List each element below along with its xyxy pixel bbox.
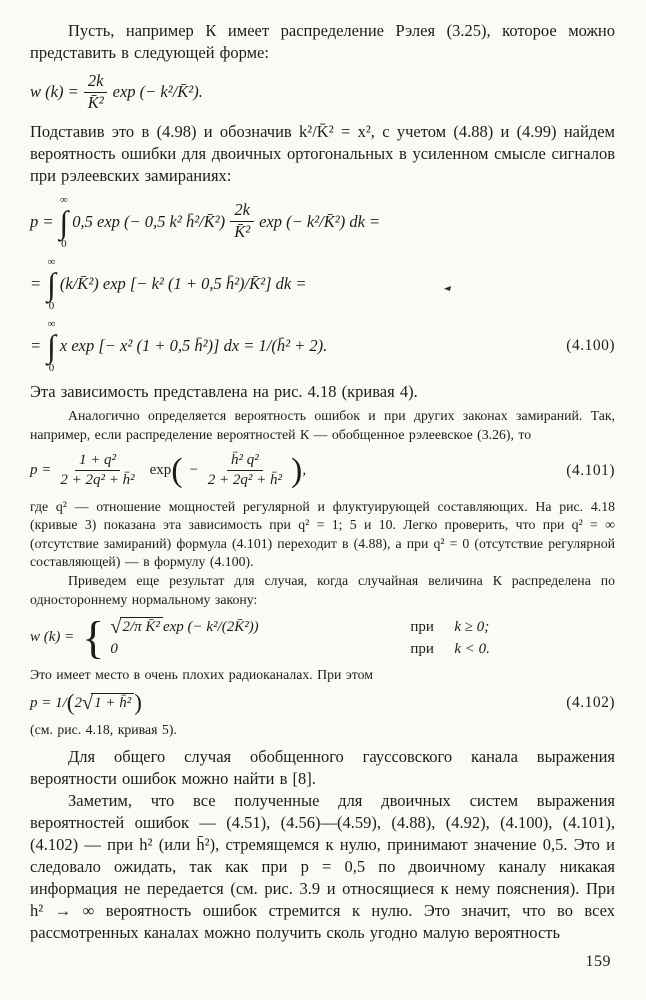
fraction-denominator: K̄²	[234, 222, 251, 242]
radicand: 2/π K̄²	[120, 617, 163, 637]
piecewise-case2-expression: 0	[110, 641, 118, 658]
condition-word: при	[410, 641, 434, 658]
integral-lower-limit: 0	[61, 237, 67, 250]
condition-inequality: k ≥ 0;	[454, 618, 490, 635]
formula-integral-1	[30, 195, 615, 249]
integral-lower-limit: 0	[48, 299, 55, 312]
integral-upper-limit: ∞	[47, 317, 56, 330]
paragraph-conclusion: Заметим, что все полученные для двоичных систем выражения вероятностей ошибок — (4.51), (4.56)—(4.59), (4.88), (4.92), (4.100), (4.101), (4.102) — при h² (или h̄²), стремящемся к нулю, принимают значение 0,5. Это и следовало ожидать, так как при p = 0,5 по двоичному каналу никакая информация не передается (см. рис. 3.9 и относящиеся к нему пояснения). При h² → ∞ вероятность ошибок стремится к нулю. Это значит, что во всех рассмотренных каналах можно получить сколь угодно малую вероятность	[30, 790, 615, 942]
formula-lhs: p =	[30, 462, 52, 479]
fraction	[84, 72, 108, 113]
radical-sign: √	[110, 616, 122, 639]
fraction-denominator: 2 + 2q² + h̄²	[207, 472, 282, 489]
paragraph-q-squared: где q² — отношение мощностей регулярной и флуктуирующей составляющих. На рис. 4.18 (кривые 3) показана эта зависимость при q² = 1; 5 и 10. Легко проверить, что при q² = ∞ (отсутствие замираний) формула (4.101) переходит в (4.88), а при q² = 0 (отсутствие регулярной составляющей) — в формулу (4.100).	[30, 498, 615, 570]
fraction-numerator: 2k	[230, 201, 254, 222]
comma: ,	[302, 462, 307, 479]
integral-sign	[47, 257, 56, 311]
formula-4102: p = 1/ ( 2 √ 1 + h̄² ) (4.102)	[30, 690, 615, 716]
condition-inequality: k < 0.	[454, 641, 490, 658]
square-root	[110, 617, 163, 637]
fraction	[56, 452, 138, 490]
formula-term: x exp [− x² (1 + 0,5 h̄²)] dx = 1/(h̄² + 2).	[59, 335, 328, 355]
paragraph-gaussian-channel: Для общего случая обобщенного гауссовского канала выражения вероятности ошибок можно найти в [8].	[30, 746, 615, 788]
condition-word: при	[410, 618, 434, 635]
equals-sign: =	[30, 273, 42, 293]
formula-4101: p = $\frac{\text{1 + q²}}{\text{2 + 2q² + h̄²}}$ exp ( − $\frac{\text{h̄² q²}}{\text{2 + 2q² + h̄²}}$ ) , (4.101)	[30, 451, 615, 489]
fraction-numerator: h̄² q²	[227, 452, 263, 471]
integral-upper-limit: ∞	[47, 255, 56, 268]
fraction-numerator: 2k	[84, 72, 108, 93]
formula-rayleigh-density	[30, 72, 615, 113]
integral-lower-limit: 0	[48, 361, 55, 374]
formula-rhs: exp (− k²/K̄²).	[112, 82, 203, 102]
paragraph-substitution: Подставив это в (4.98) и обозначив k²/K̄² = x², с учетом (4.88) и (4.99) найдем вероятность ошибки для двоичных ортогональных в усиленном смысле сигналов при рэлеевских замираниях:	[30, 121, 615, 185]
equation-number-4101: (4.101)	[566, 461, 615, 479]
formula-lhs: w (k) =	[30, 629, 75, 646]
integral-glyph: ∫	[59, 203, 69, 240]
integral-glyph: ∫	[47, 265, 56, 302]
formula-lhs: p =	[30, 211, 54, 231]
integral-glyph: ∫	[47, 327, 56, 364]
minus-sign: −	[188, 462, 199, 479]
piecewise-cases	[110, 617, 490, 658]
integral-sign	[47, 319, 56, 373]
radicand: 1 + h̄²	[91, 693, 134, 713]
piecewise-case1-expression	[110, 617, 410, 637]
paragraph-bad-channels: Это имеет место в очень плохих радиоканалах. При этом	[30, 667, 374, 683]
coefficient: 2	[74, 694, 82, 711]
paragraph-generalized-rayleigh: Аналогично определяется вероятность ошибок и при других законах замираний. Так, например, если распределение вероятностей К — обобщенное рэлеевское (3.26), то	[30, 407, 615, 442]
fraction-denominator: K̄²	[87, 92, 104, 112]
integral-upper-limit: ∞	[59, 193, 68, 206]
formula-integral-3	[30, 319, 615, 373]
formula-lhs: p = 1/	[30, 694, 67, 711]
formula-integral-2	[30, 257, 615, 311]
formula-term: 0,5 exp (− 0,5 k² h̄²/K̄²)	[72, 211, 226, 231]
formula-term: exp (− k²/(2K̄²))	[162, 618, 259, 635]
radical-sign: √	[81, 692, 94, 715]
formula-piecewise-density: w (k) = { √ 2/π K̄² exp (− k²/(2K̄²)) при k ≥ 0; 0 при k < 0.	[30, 611, 490, 663]
paragraph-one-sided-normal: Приведем еще результат для случая, когда случайная величина К распределена по одностороннему нормальному закону:	[30, 573, 615, 607]
fraction	[204, 452, 286, 490]
fraction-numerator: 1 + q²	[75, 452, 120, 471]
paragraph-curve4-note: Эта зависимость представлена на рис. 4.18 (кривая 4).	[30, 381, 418, 401]
fraction	[230, 201, 254, 242]
equals-sign: =	[30, 335, 42, 355]
square-root	[82, 693, 134, 713]
formula-lhs: w (k) =	[30, 82, 79, 102]
exp-operator: exp	[149, 462, 172, 479]
page-number: 159	[585, 953, 611, 970]
equation-number-4100: (4.100)	[566, 336, 615, 354]
paragraph-intro-rayleigh: Пусть, например К имеет распределение Рэлея (3.25), которое можно представить в следующей форме:	[30, 21, 615, 62]
formula-term: exp (− k²/K̄²) dk =	[259, 211, 381, 231]
formula-term: (k/K̄²) exp [− k² (1 + 0,5 h̄²)/K̄²] dk =	[59, 273, 307, 293]
fraction-denominator: 2 + 2q² + h̄²	[60, 472, 135, 489]
paragraph-curve5-note: (см. рис. 4.18, кривая 5).	[30, 722, 177, 738]
integral-sign	[60, 195, 69, 249]
equation-number-4102: (4.102)	[566, 694, 615, 712]
